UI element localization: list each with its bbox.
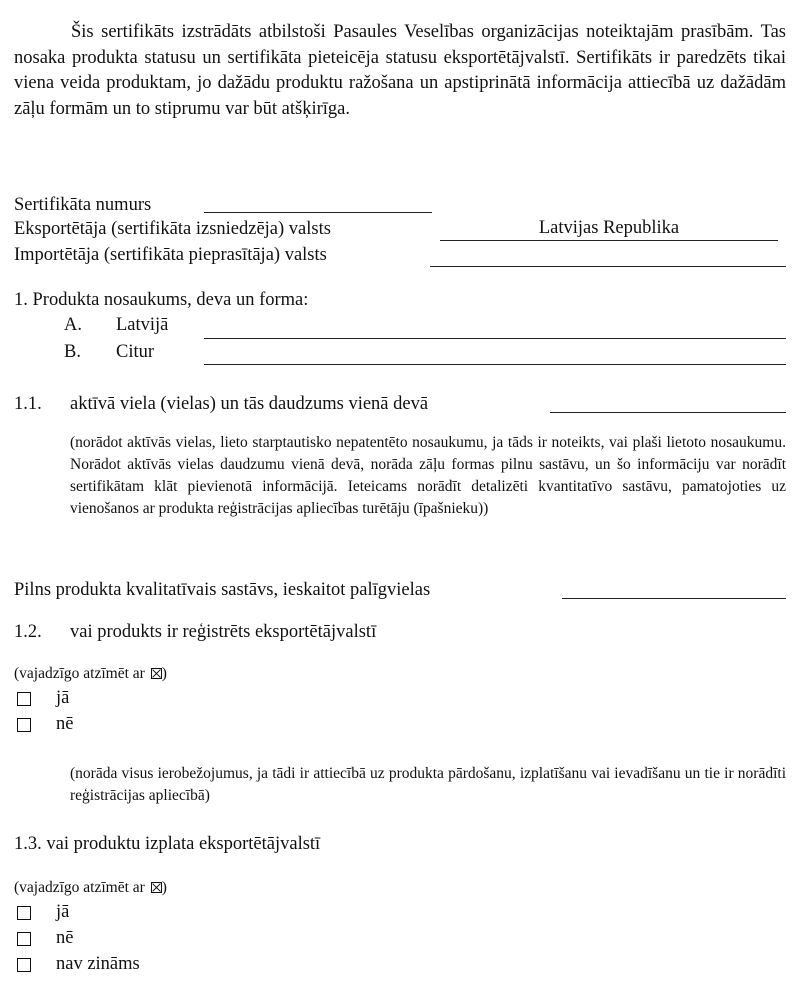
section-1-1-text: aktīvā viela (vielas) un tās daudzums vienā devā: [70, 394, 429, 414]
section-1-2-mark-hint: [14, 663, 167, 685]
intro-paragraph: Šis sertifikāts izstrādāts atbilstoši Pasaules Veselības organizācijas noteiktajām prasībām. Tas nosaka produkta statusu un sertifikāta pieteicēja statusu eksportētājvalstī. Sertifikāts ir paredzēts tikai viena veida produktam, jo dažādu produktu ražošana un apstiprinātā informācija attiecībā uz dažādām zāļu formām un to stiprumu var būt atšķirīga.: [14, 22, 786, 119]
section-1-b-line[interactable]: [204, 364, 786, 365]
checkbox-registered-yes[interactable]: [17, 692, 31, 706]
registered-no-label: nē: [56, 714, 74, 734]
mark-hint-close: ): [161, 665, 167, 682]
distributed-no-label: nē: [56, 928, 74, 948]
section-1-1-number: 1.1.: [14, 394, 42, 414]
section-1-b-letter: B.: [64, 342, 81, 362]
section-1-2-number: 1.2.: [14, 622, 42, 642]
checkbox-distributed-unknown[interactable]: [17, 958, 31, 972]
distributed-yes-label: jā: [56, 902, 70, 922]
composition-label: Pilns produkta kvalitatīvais sastāvs, ieskaitot palīgvielas: [14, 580, 431, 600]
checkbox-distributed-no[interactable]: [17, 932, 31, 946]
section-1-1-note: (norādot aktīvās vielas, lieto starptautisko nepatentēto nosaukumu, ja tāds ir noteikts, vai plaši lietoto nosaukumu. Norādot aktīvās vielas daudzumu vienā devā, norāda zāļu formas pilnu sastāvu, un šo informāciju var norādīt sertifikātam klāt pievienotā informācijā. Ieteicams norādīt detalizēti kvantitatīvo sastāvu, pamatojoties uz vienošanos ar produkta reģistrācijas apliecības turētāju (īpašnieku)): [70, 434, 786, 517]
section-1-b-label: Citur: [116, 342, 155, 362]
section-1-a-line[interactable]: [204, 338, 786, 339]
composition-line[interactable]: [562, 598, 786, 599]
registered-yes-label: jā: [56, 688, 70, 708]
cert-number-label: Sertifikāta numurs: [14, 195, 152, 215]
importer-line[interactable]: [430, 266, 786, 267]
mark-hint-text: (vajadzīgo atzīmēt ar: [14, 665, 145, 682]
cert-number-line[interactable]: [204, 212, 432, 213]
mark-hint-close: ): [161, 879, 167, 896]
checked-box-icon: [151, 668, 162, 679]
section-1-2-text: vai produkts ir reģistrēts eksportētājvalstī: [70, 622, 377, 642]
section-1-3-heading: 1.3. vai produktu izplata eksportētājvalstī: [14, 834, 321, 854]
distributed-unknown-label: nav zināms: [56, 954, 140, 974]
checkbox-distributed-yes[interactable]: [17, 906, 31, 920]
exporter-label: Eksportētāja (sertifikāta izsniedzēja) valsts: [14, 219, 331, 239]
exporter-line[interactable]: [440, 240, 778, 241]
importer-label: Importētāja (sertifikāta pieprasītāja) valsts: [14, 245, 327, 265]
section-1-2-note: (norāda visus ierobežojumus, ja tādi ir attiecībā uz produkta pārdošanu, izplatīšanu vai ievadīšanu un tie ir norādīti reģistrācijas apliecībā): [70, 765, 786, 804]
checkbox-registered-no[interactable]: [17, 718, 31, 732]
section-1-a-label: Latvijā: [116, 315, 169, 335]
checked-box-icon: [151, 882, 162, 893]
exporter-value: Latvijas Republika: [538, 218, 680, 238]
mark-hint-text: (vajadzīgo atzīmēt ar: [14, 879, 145, 896]
section-1-1-line[interactable]: [550, 412, 786, 413]
section-1-heading: 1. Produkta nosaukums, deva un forma:: [14, 290, 309, 310]
section-1-a-letter: A.: [64, 315, 82, 335]
section-1-3-mark-hint: [14, 877, 167, 899]
